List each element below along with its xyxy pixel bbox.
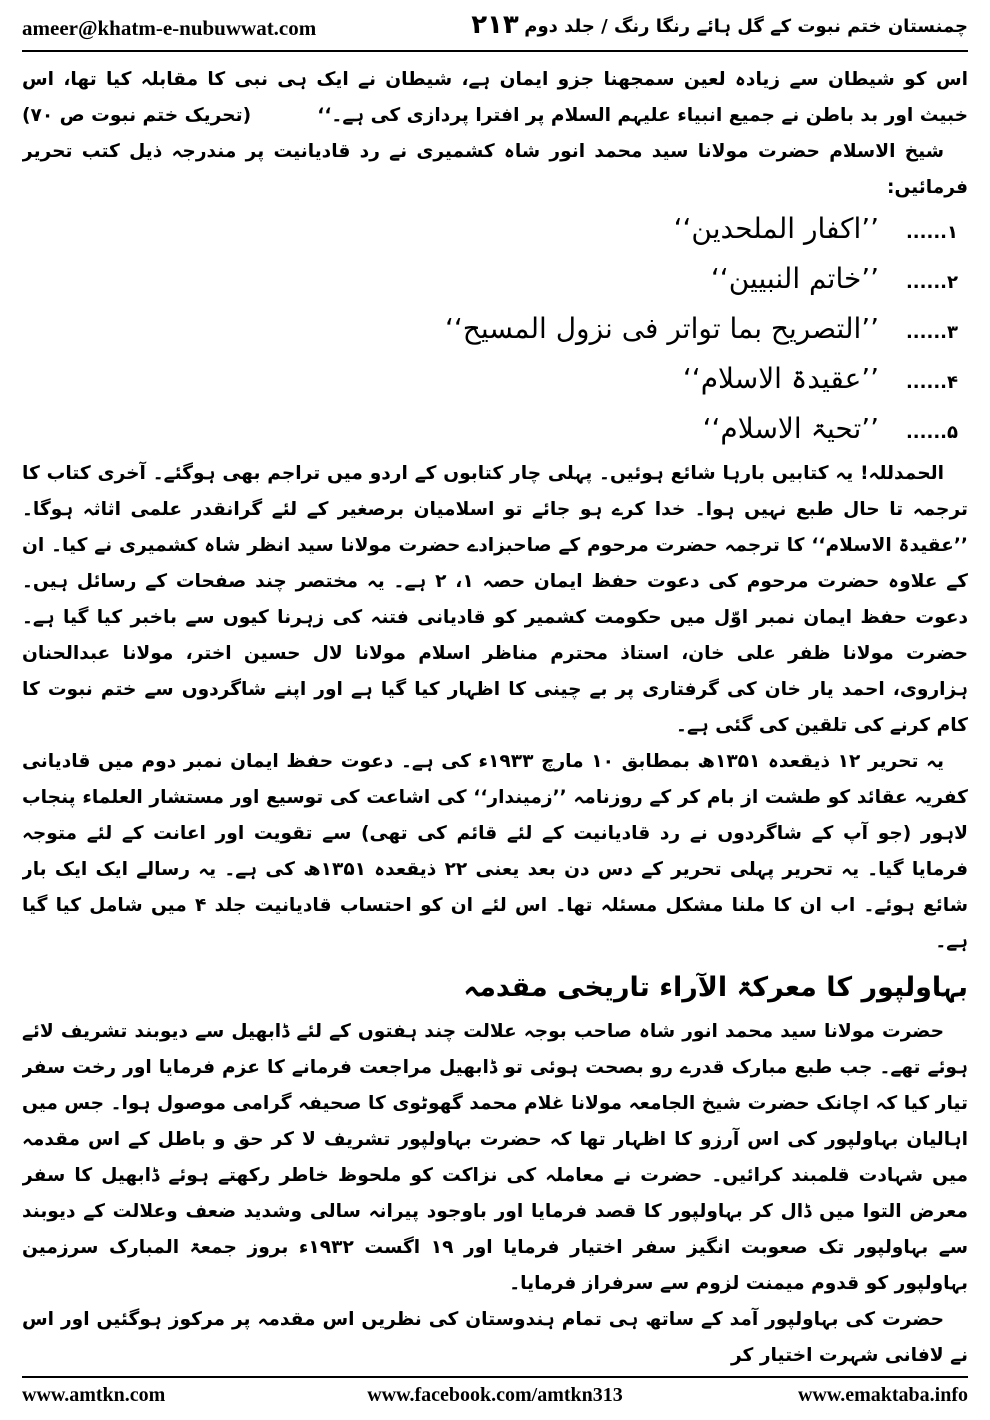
book-item-number: ۳...... — [905, 322, 958, 343]
book-item — [22, 206, 968, 256]
book-title: چمنستان ختم نبوت کے گل ہائے رنگا رنگ / جلد دوم — [524, 16, 968, 37]
book-item-number: ۱...... — [905, 222, 958, 243]
page-header — [22, 8, 968, 48]
footer-link-right[interactable]: www.emaktaba.info — [797, 1384, 968, 1406]
paragraph-1 — [22, 62, 968, 134]
book-item-title: ’’تحیۃ الاسلام‘‘ — [702, 412, 880, 445]
page-footer — [22, 1382, 968, 1412]
footer-link-left[interactable]: www.amtkn.com — [22, 1384, 166, 1406]
paragraph-3: الحمدللہ! یہ کتابیں بارہا شائع ہوئیں۔ پہلی چار کتابوں کے اردو میں تراجم بھی ہوگئے۔ آخری کتاب کا ترجمہ تا حال طبع نہیں ہوا۔ خدا کرے ہو جائے تو اسلامیان برصغیر کے لئے گرانقدر علمی اثاثہ ہوگا۔ ’’عقیدۃ الاسلام‘‘ کا ترجمہ حضرت مرحوم کے صاحبزادے حضرت مولانا سید انظر شاہ کشمیری نے کیا۔ ان کے علاوہ حضرت مرحوم کی دعوت حفظ ایمان حصہ ۱، ۲ ہے۔ یہ مختصر چند صفحات کے رسائل ہیں۔ دعوت حفظ ایمان نمبر اوّل میں حکومت کشمیر کو قادیانی فتنہ کی زہرنا کیوں سے باخبر کیا گیا ہے۔ حضرت مولانا ظفر علی خان، استاذ محترم مناظر اسلام مولانا لال حسین اختر، مولانا عبدالحنان ہزاروی، احمد یار خان کی گرفتاری پر بے چینی کا اظہار کیا گیا ہے اور اپنے شاگردوں سے ختم نبوت کا کام کرنے کی تلقین کی گئی ہے۔ — [22, 463, 968, 736]
footer-divider — [22, 1376, 968, 1378]
book-item-number: ۴...... — [905, 372, 958, 393]
book-item-title: ’’خاتم النبیین‘‘ — [710, 262, 880, 295]
header-divider — [22, 50, 968, 52]
paragraph-2: شیخ الاسلام حضرت مولانا سید محمد انور شاہ کشمیری نے رد قادیانیت پر مندرجہ ذیل کتب تحریر فرمائیں: — [22, 141, 968, 198]
paragraph-1-text: اس کو شیطان سے زیادہ لعین سمجھنا جزو ایمان ہے، شیطان نے ایک ہی نبی کا مقابلہ کیا تھا، اس خبیث اور بد باطن نے جمیع انبیاء علیہم السلام پر افترا پردازی کی ہے۔‘‘ — [22, 69, 968, 126]
page-number: ۲۱۳ — [471, 10, 519, 40]
reference-citation: (تحریک ختم نبوت ص ۷۰) — [22, 105, 252, 126]
book-item — [22, 356, 968, 406]
header-email: ameer@khatm-e-nubuwwat.com — [22, 16, 317, 40]
footer-link-center[interactable]: www.facebook.com/amtkn313 — [367, 1384, 623, 1406]
paragraph-5: حضرت مولانا سید محمد انور شاہ صاحب بوجہ علالت چند ہفتوں کے لئے ڈابھیل سے دیوبند تشریف لائے ہوئے تھے۔ جب طبع مبارک قدرے رو بصحت ہوئی تو ڈابھیل مراجعت فرمانے کا عزم فرمایا اور رخت سفر تیار کیا کہ اچانک حضرت شیخ الجامعہ مولانا غلام محمد گھوٹوی کا صحیفہ گرامی موصول ہوا۔ جس میں اہالیان بہاولپور کی اس آرزو کا اظہار تھا کہ حضرت بہاولپور تشریف لا کر حق و باطل کے اس مقدمہ میں شہادت قلمبند کرائیں۔ حضرت نے معاملہ کی نزاکت کو ملحوظ خاطر رکھتے ہوئے ڈابھیل کا سفر معرض التوا میں ڈال کر بہاولپور کا قصد فرمایا اور باوجود پیرانہ سالی وشدید ضعف وعلالت کے دیوبند سے بہاولپور تک صعوبت انگیز سفر اختیار فرمایا اور ۱۹ اگست ۱۹۳۲ء بروز جمعۃ المبارک سرزمین بہاولپور کو قدوم میمنت لزوم سے سرفراز فرمایا۔ — [22, 1021, 968, 1294]
paragraph-4: یہ تحریر ۱۲ ذیقعدہ ۱۳۵۱ھ بمطابق ۱۰ مارچ ۱۹۳۳ء کی ہے۔ دعوت حفظ ایمان نمبر دوم میں قادیانی کفریہ عقائد کو طشت از بام کر کے روزنامہ ’’زمیندار‘‘ کی اشاعت کی توسیع اور مستشار العلماء پنجاب لاہور (جو آپ کے شاگردوں نے رد قادیانیت کے لئے قائم کی تھی) سے تقویت اور اعانت کے لئے متوجہ فرمایا گیا۔ یہ تحریر پہلی تحریر کے دس دن بعد یعنی ۲۲ ذیقعدہ ۱۳۵۱ھ کی ہے۔ یہ رسالے ایک ایک بار شائع ہوئے۔ اب ان کا ملنا مشکل مسئلہ تھا۔ اس لئے ان کو احتساب قادیانیت جلد ۴ میں شامل کیا گیا ہے۔ — [22, 751, 968, 952]
book-item-title: ’’عقیدۃ الاسلام‘‘ — [682, 362, 880, 395]
book-item — [22, 306, 968, 356]
book-list — [22, 206, 968, 456]
book-item-number: ۵...... — [905, 422, 958, 443]
page-body — [22, 62, 968, 1370]
book-item — [22, 256, 968, 306]
section-heading: بہاولپور کا معرکۃ الآراء تاریخی مقدمہ — [463, 972, 968, 1003]
paragraph-6: حضرت کی بہاولپور آمد کے ساتھ ہی تمام ہندوستان کی نظریں اس مقدمہ پر مرکوز ہوگئیں اور اس نے لافانی شہرت اختیار کر — [22, 1309, 968, 1366]
book-item — [22, 406, 968, 456]
book-item-title: ’’التصریح بما تواتر فی نزول المسیح‘‘ — [445, 312, 880, 345]
book-item-number: ۲...... — [905, 272, 958, 293]
book-item-title: ’’اکفار الملحدین‘‘ — [673, 212, 880, 245]
